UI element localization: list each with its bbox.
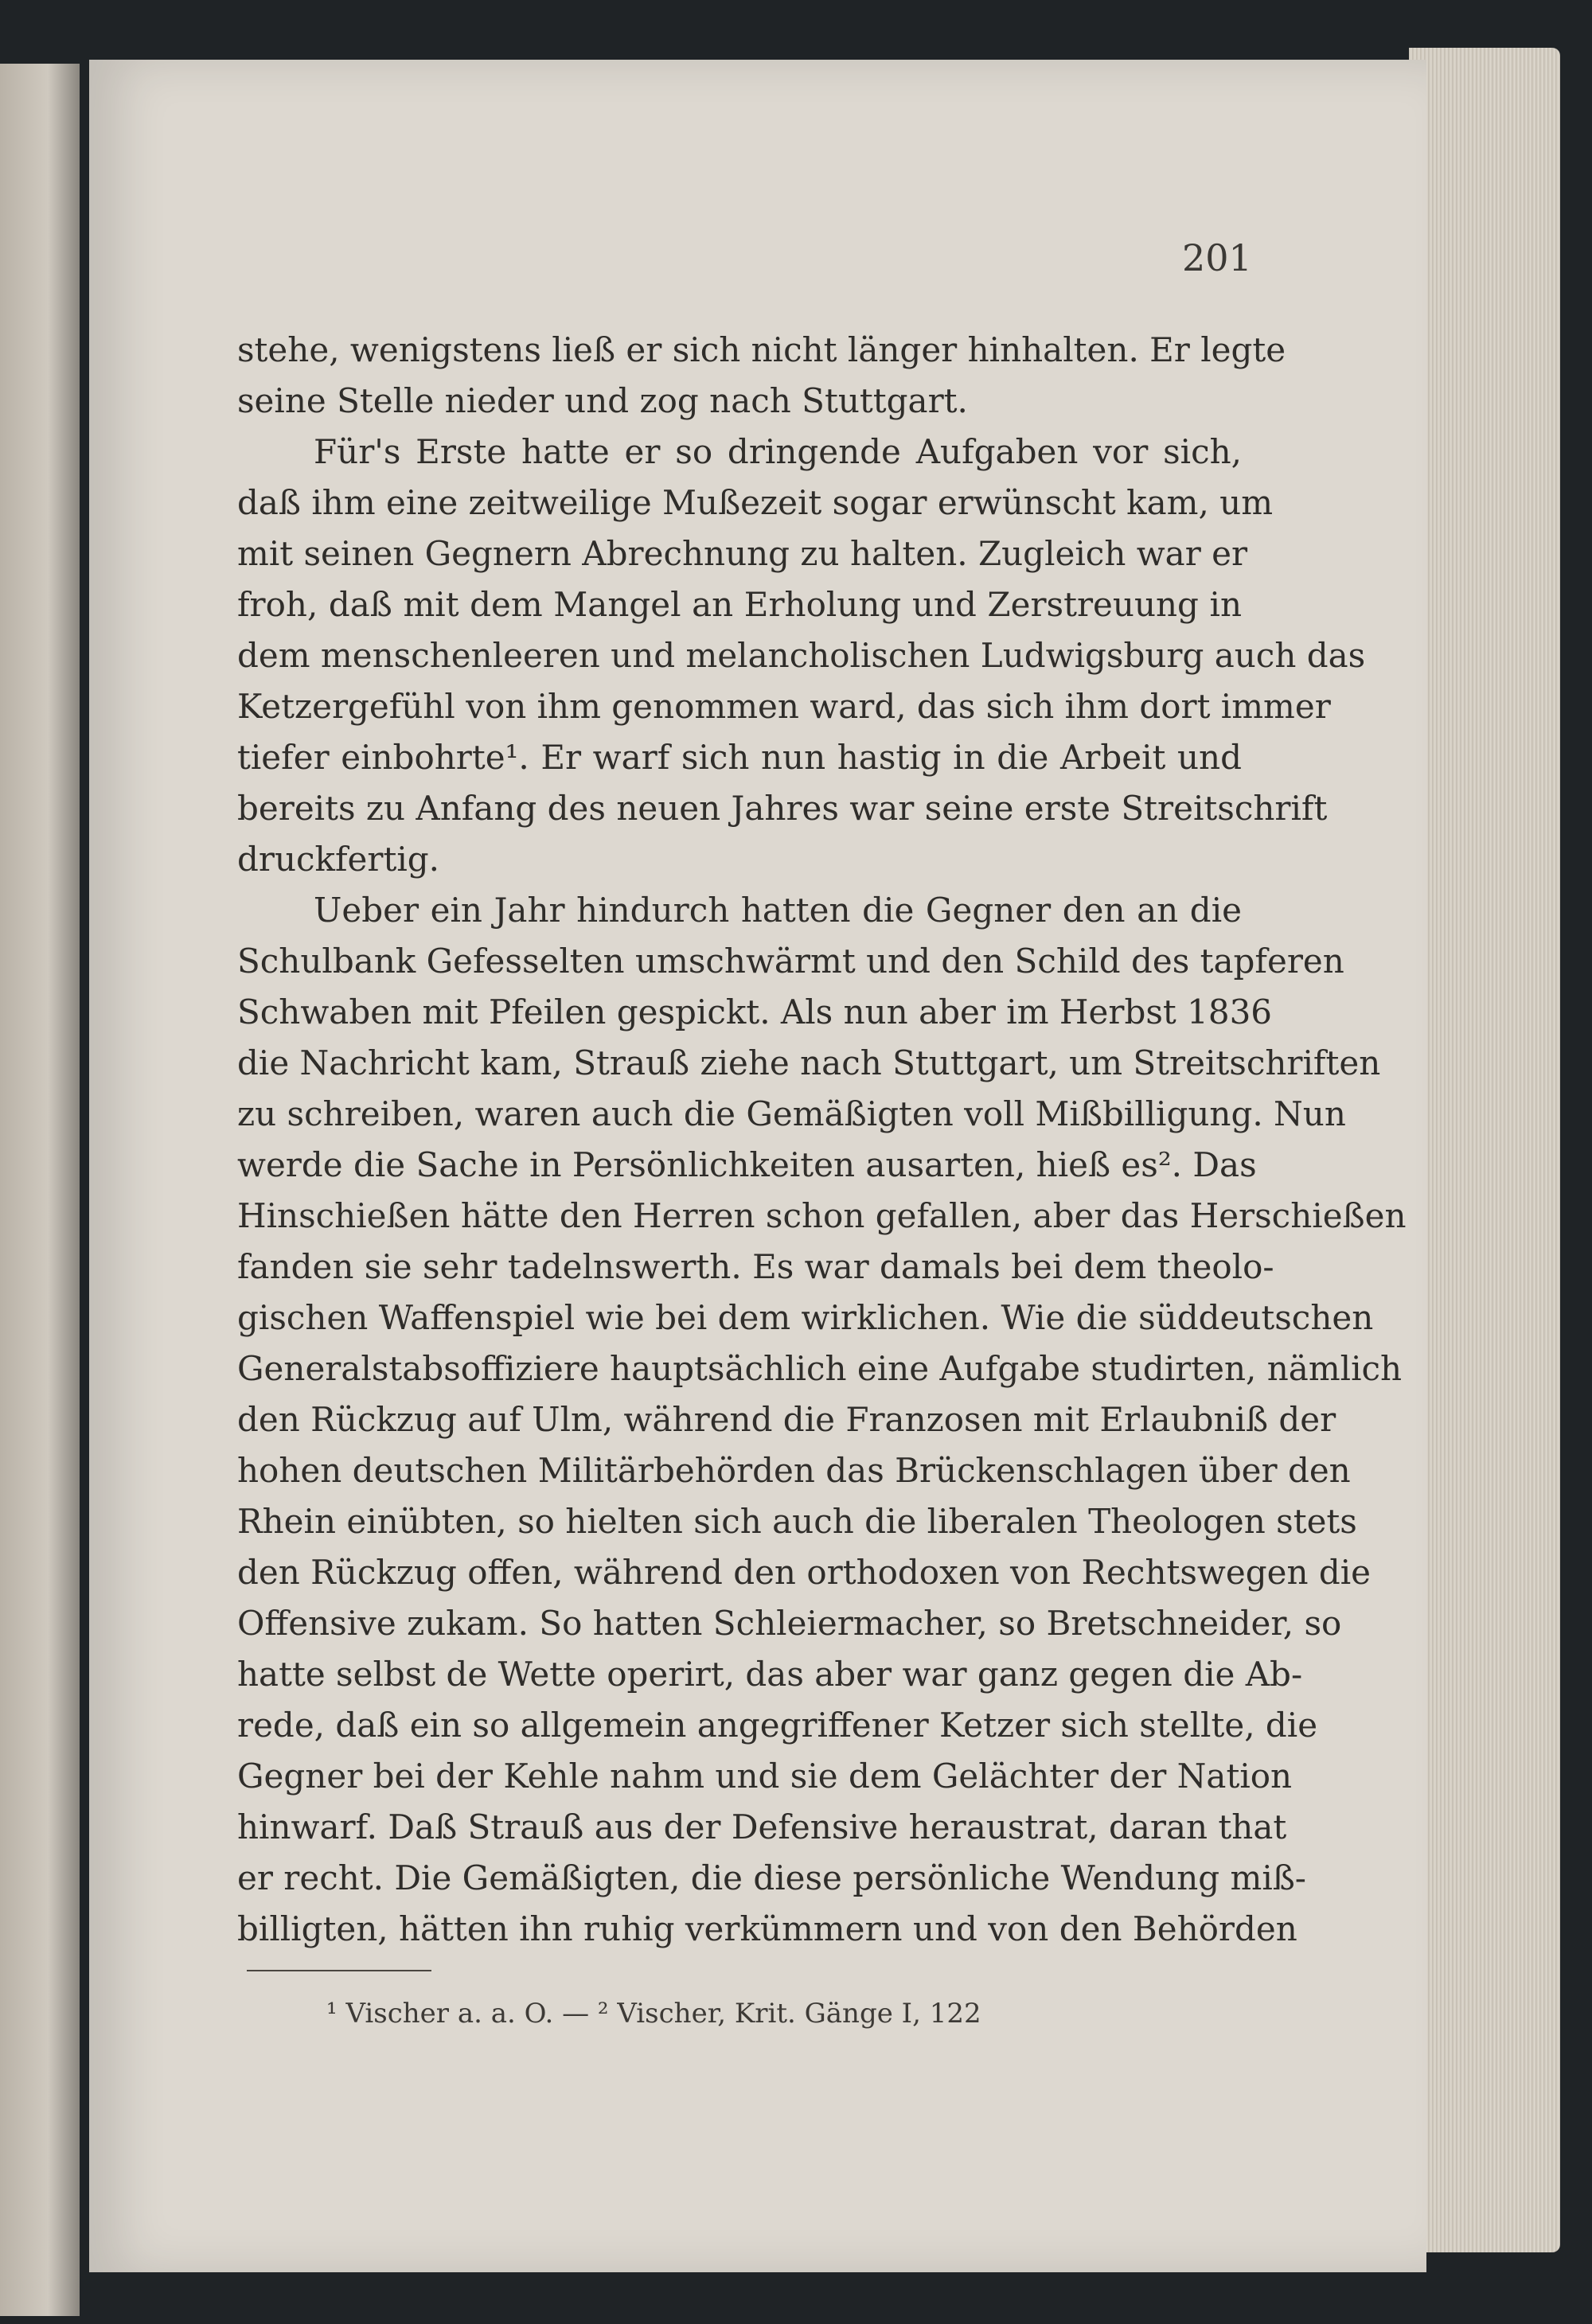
text-line: dem menschenleeren und melancholischen Ludwigsburg auch das — [237, 636, 1366, 675]
text-line: werde die Sache in Persönlichkeiten ausarten, hieß es². Das — [237, 1145, 1257, 1184]
text-line: Ketzergefühl von ihm genommen ward, das sich ihm dort immer — [237, 687, 1331, 726]
text-line: Ueber ein Jahr hindurch hatten die Gegner den an die — [314, 891, 1242, 930]
text-line: fanden sie sehr tadelnswerth. Es war damals bei dem theolo- — [237, 1247, 1274, 1286]
text-line: Gegner bei der Kehle nahm und sie dem Gelächter der Nation — [237, 1757, 1293, 1796]
text-line: daß ihm eine zeitweilige Mußezeit sogar erwünscht kam, um — [237, 483, 1274, 522]
text-line: hatte selbst de Wette operirt, das aber war ganz gegen die Ab- — [237, 1655, 1303, 1694]
text-line: tiefer einbohrte¹. Er warf sich nun hastig in die Arbeit und — [237, 738, 1242, 777]
text-line: stehe, wenigstens ließ er sich nicht länger hinhalten. Er legte — [237, 330, 1286, 369]
footnote-rule — [247, 1970, 431, 1971]
text-line: Hinschießen hätte den Herren schon gefallen, aber das Herschießen — [237, 1196, 1407, 1235]
text-line: druckfertig. — [237, 840, 440, 879]
body-text — [237, 325, 1407, 1955]
text-line: mit seinen Gegnern Abrechnung zu halten. Zugleich war er — [237, 534, 1248, 573]
facing-page-edge — [0, 64, 80, 2316]
text-line: Schwaben mit Pfeilen gespickt. Als nun aber im Herbst 1836 — [237, 992, 1273, 1031]
text-line: hinwarf. Daß Strauß aus der Defensive heraustrat, daran that — [237, 1807, 1287, 1846]
text-line: die Nachricht kam, Strauß ziehe nach Stuttgart, um Streitschriften — [237, 1043, 1381, 1082]
text-line: hohen deutschen Militärbehörden das Brückenschlagen über den — [237, 1451, 1351, 1490]
text-line: gischen Waffenspiel wie bei dem wirklichen. Wie die süddeutschen — [237, 1298, 1374, 1337]
text-line: den Rückzug auf Ulm, während die Franzosen mit Erlaubniß der — [237, 1400, 1336, 1439]
text-line: Offensive zukam. So hatten Schleiermacher, so Bretschneider, so — [237, 1604, 1342, 1643]
text-line: zu schreiben, waren auch die Gemäßigten voll Mißbilligung. Nun — [237, 1094, 1346, 1133]
text-line: Rhein einübten, so hielten sich auch die liberalen Theologen stets — [237, 1502, 1357, 1541]
text-line: billigten, hätten ihn ruhig verkümmern und von den Behörden — [237, 1909, 1297, 1948]
text-line: froh, daß mit dem Mangel an Erholung und Zerstreuung in — [237, 585, 1242, 624]
text-line: bereits zu Anfang des neuen Jahres war seine erste Streitschrift — [237, 789, 1328, 828]
text-line: Für's Erste hatte er so dringende Aufgaben vor sich, — [314, 432, 1242, 471]
text-line: Generalstabsoffiziere hauptsächlich eine Aufgabe studirten, nämlich — [237, 1349, 1403, 1388]
text-line: rede, daß ein so allgemein angegriffener Ketzer sich stellte, die — [237, 1706, 1318, 1745]
text-line: er recht. Die Gemäßigten, die diese persönliche Wendung miß- — [237, 1858, 1306, 1897]
book-page-edges — [1409, 48, 1560, 2252]
page-number: 201 — [1182, 236, 1252, 279]
text-line: den Rückzug offen, während den orthodoxen von Rechtswegen die — [237, 1553, 1372, 1592]
footnotes: ¹ Vischer a. a. O. — ² Vischer, Krit. Gänge I, 122 — [326, 1998, 981, 2030]
text-line: Schulbank Gefesselten umschwärmt und den Schild des tapferen — [237, 942, 1344, 981]
text-line: seine Stelle nieder und zog nach Stuttgart. — [237, 381, 968, 420]
